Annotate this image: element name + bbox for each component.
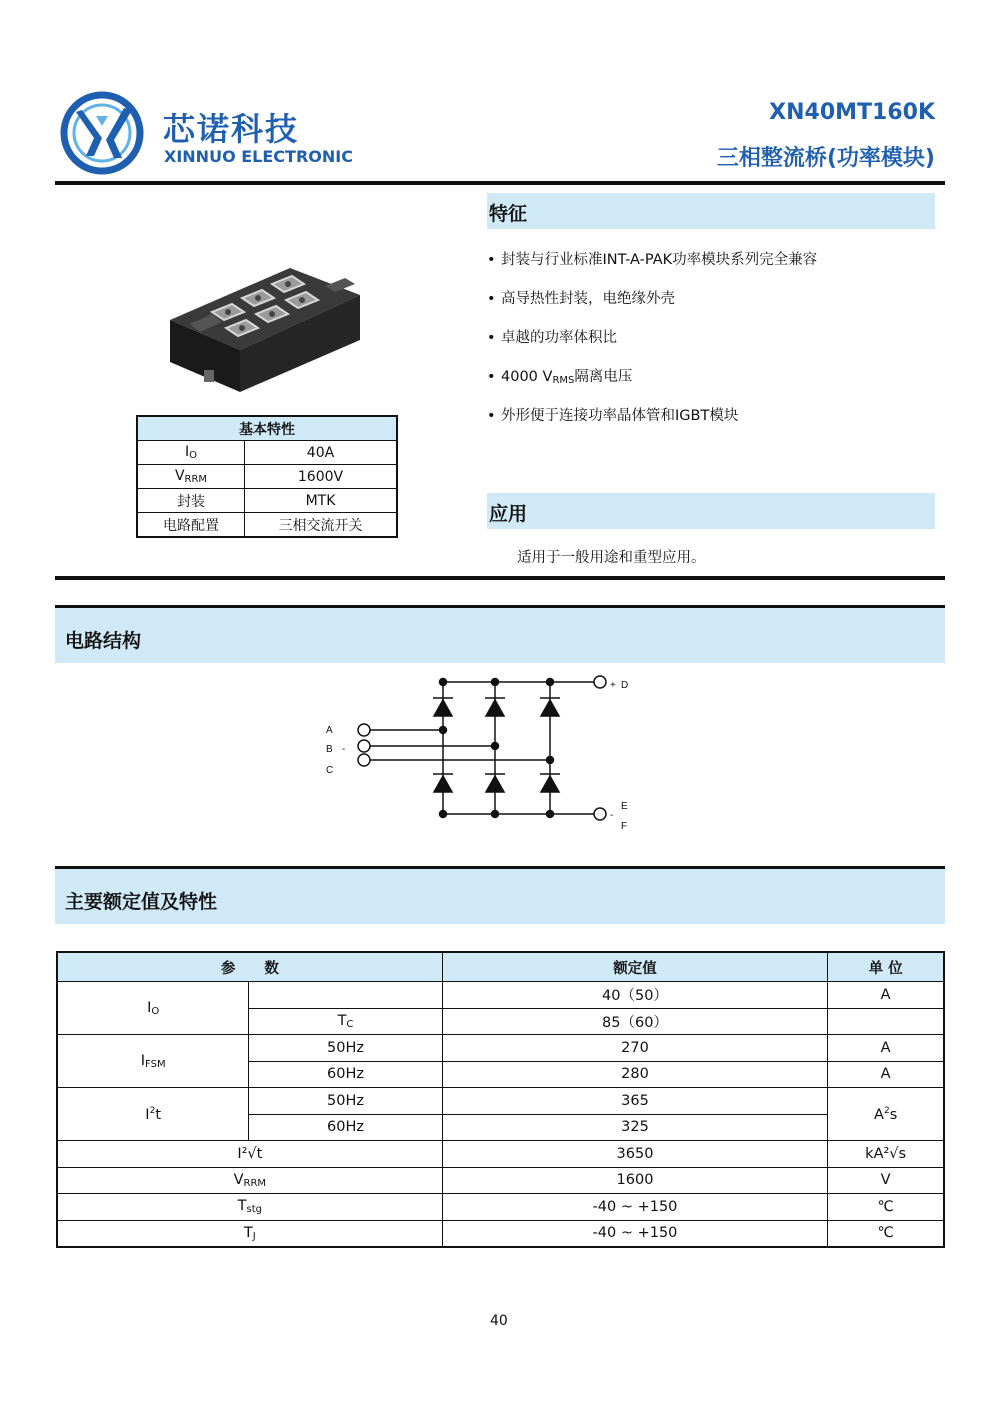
circuit-diagram — [320, 670, 640, 835]
param-value: 1600V — [245, 465, 398, 489]
svg-text:B: B — [326, 744, 333, 755]
feature-item: • 封装与行业标准INT-A-PAK功率模块系列完全兼容 — [487, 252, 818, 268]
company-logo — [58, 90, 148, 176]
basic-characteristics-table — [136, 415, 398, 538]
ratings-table — [56, 951, 945, 1248]
company-name-cn: 芯诺科技 — [163, 110, 300, 148]
basic-table-title: 基本特性 — [137, 416, 397, 441]
param-value: 40A — [245, 441, 398, 465]
application-text: 适用于一般用途和重型应用。 — [517, 550, 706, 566]
features-title: 特征 — [489, 203, 528, 225]
svg-text:E: E — [621, 801, 628, 812]
param-sub: RRM — [184, 474, 208, 485]
table-row: $T_{stg}$ -40 ~ +150 ℃ — [57, 1194, 944, 1221]
table-row: $I^2t$ 50Hz 365 $A^2s$ — [57, 1088, 944, 1115]
param-label: I — [184, 444, 190, 460]
header-value: 额定值 — [442, 952, 828, 982]
page-number: 40 — [490, 1313, 508, 1329]
svg-text:F: F — [621, 821, 628, 832]
table-header-row — [57, 952, 944, 982]
table-row: $T_J$ -40 ~ +150 ℃ — [57, 1220, 944, 1247]
features-header — [487, 193, 935, 229]
table-row: I²√t 3650 kA²√s — [57, 1141, 944, 1168]
module-photo — [160, 250, 365, 405]
table-row — [137, 465, 397, 489]
svg-text:C: C — [326, 765, 334, 776]
part-number: XN40MT160K — [769, 100, 935, 125]
svg-text:-: - — [610, 810, 614, 821]
param-value: 三相交流开关 — [245, 513, 398, 538]
circuit-header — [55, 608, 945, 663]
feature-item: • 高导热性封装，电绝缘外壳 — [487, 291, 675, 307]
table-row — [137, 489, 397, 513]
param-label: 封装 — [137, 489, 245, 513]
table-row: 60Hz 325 — [57, 1114, 944, 1141]
param-label: 电路配置 — [137, 513, 245, 538]
feature-item-isolation: • 4000 $V_{RMS}$隔离电压 — [487, 369, 633, 386]
svg-text:-: - — [342, 744, 346, 755]
company-name-en: XINNUO ELECTRONIC — [164, 147, 353, 166]
param-value: MTK — [245, 489, 398, 513]
table-row: $I_O$ 40（50） A — [57, 982, 944, 1009]
application-header — [487, 493, 935, 529]
table-row: 60Hz 280 A — [57, 1061, 944, 1088]
header-param: 参 数 — [57, 952, 442, 982]
svg-text:+: + — [610, 680, 616, 691]
application-title: 应用 — [489, 503, 528, 525]
param-sub: O — [189, 450, 197, 461]
feature-item: • 外形便于连接功率晶体管和IGBT模块 — [487, 408, 739, 424]
svg-text:D: D — [621, 680, 629, 691]
table-row: $T_C$ 85（60） — [57, 1008, 944, 1035]
feature-item: • 卓越的功率体积比 — [487, 330, 617, 346]
param-label: V — [174, 468, 185, 484]
header-rule — [55, 181, 945, 185]
svg-text:A: A — [326, 725, 333, 736]
table-row — [137, 441, 397, 465]
section-rule — [55, 576, 945, 580]
table-row: $V_{RRM}$ 1600 V — [57, 1167, 944, 1194]
table-row — [137, 513, 397, 538]
header-unit: 单 位 — [828, 952, 944, 982]
product-title: 三相整流桥(功率模块) — [716, 146, 935, 171]
ratings-header — [55, 869, 945, 924]
circuit-title: 电路结构 — [65, 630, 142, 652]
ratings-title: 主要额定值及特性 — [65, 891, 218, 913]
table-row: $I_{FSM}$ 50Hz 270 A — [57, 1035, 944, 1062]
